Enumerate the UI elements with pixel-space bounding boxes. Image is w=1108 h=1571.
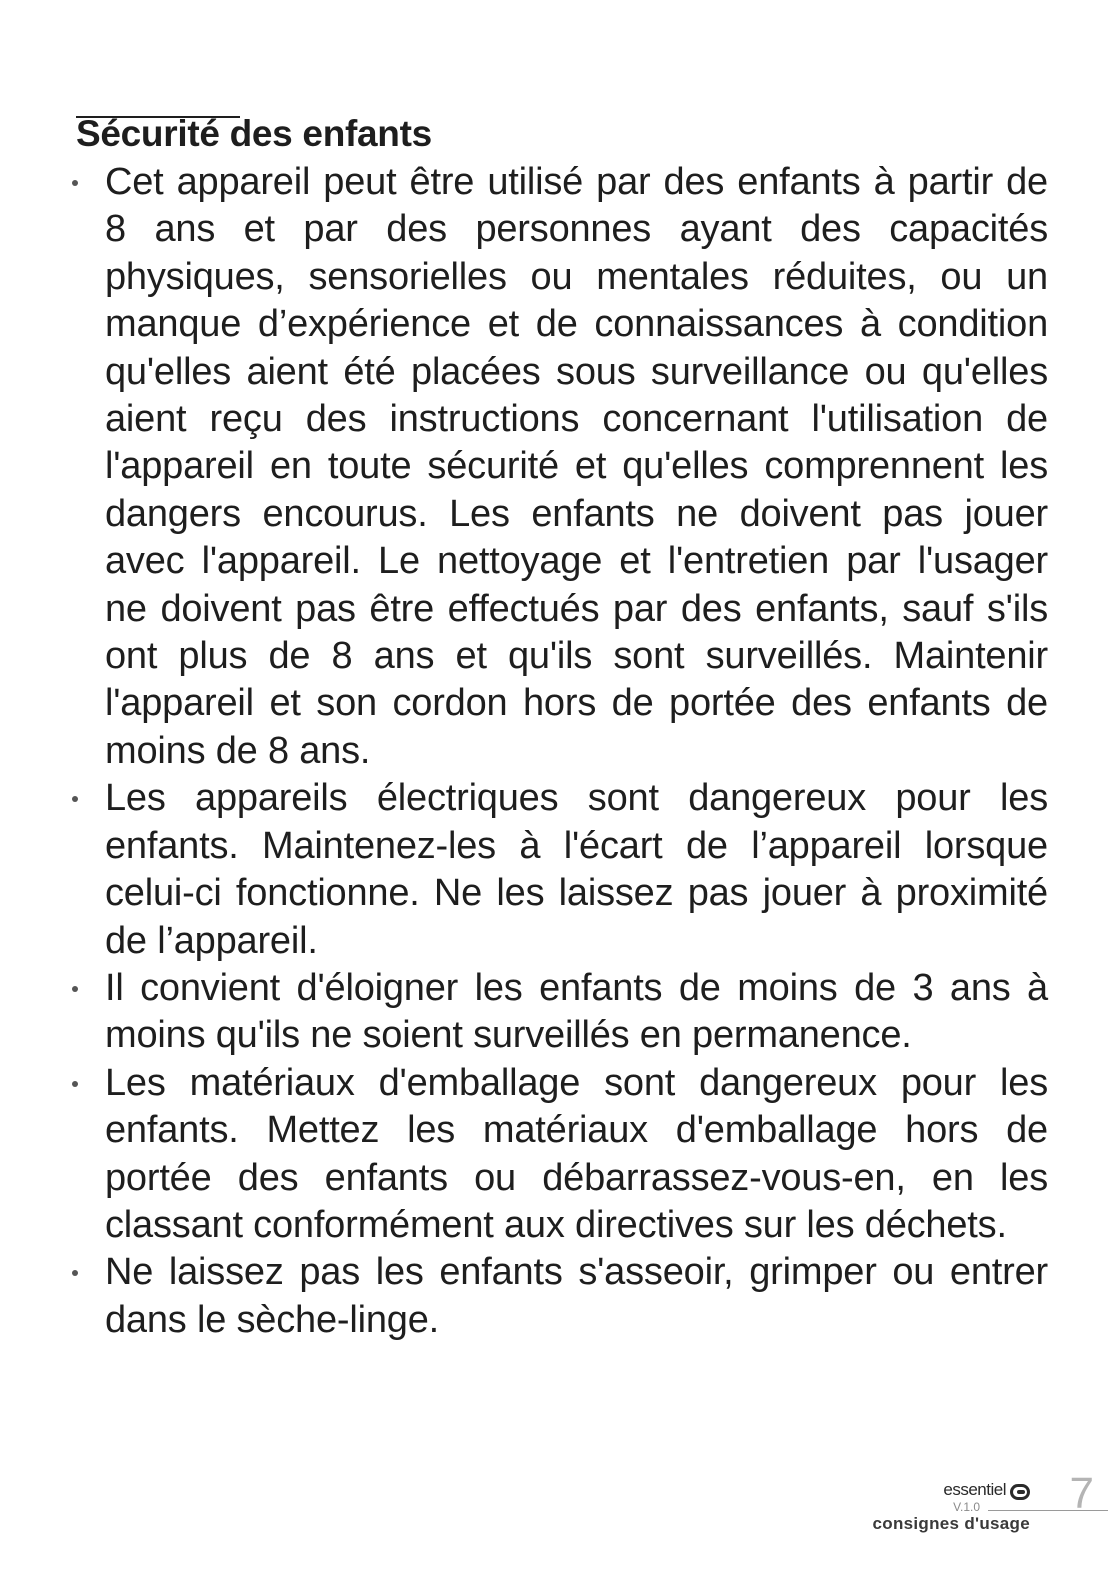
usage-label: consignes d'usage — [872, 1514, 1030, 1533]
bullet-text: Ne laissez pas les enfants s'asseoir, grimper ou entrer dans le sèche-linge. — [105, 1251, 1048, 1341]
safety-bullet-list — [72, 159, 1048, 1344]
bullet-item — [72, 775, 1048, 965]
bullet-text: Il convient d'éloigner les enfants de moins de 3 ans à moins qu'ils ne soient surveillés en permanence. — [105, 966, 1048, 1057]
bullet-item — [72, 965, 1048, 1060]
bullet-text: Les matériaux d'emballage sont dangereux pour les enfants. Mettez les matériaux d'emballage hors de portée des enfants ou débarrassez-vous-en, en les classant conformément aux directives sur les déchets. — [105, 1061, 1048, 1246]
page-footer — [848, 1470, 1108, 1540]
brand-name: essentiel — [943, 1480, 1006, 1499]
bullet-text: Les appareils électriques sont dangereux pour les enfants. Maintenez-les à l'écart de l’appareil lorsque celui-ci fonctionne. Ne les laissez pas jouer à proximité de l’appareil. — [105, 777, 1048, 962]
bullet-dot-icon — [72, 986, 78, 992]
brand-logo-icon — [1010, 1484, 1030, 1500]
page-number: 7 — [1069, 1469, 1094, 1518]
bullet-dot-icon — [72, 1270, 78, 1276]
bullet-dot-icon — [72, 180, 78, 186]
bullet-item — [72, 159, 1048, 775]
bullet-text: Cet appareil peut être utilisé par des enfants à partir de 8 ans et par des personnes ayant des capacités physiques, sensorielles ou mentales réduites, ou un manque d’expérience et de connaissances à condition qu'elles aient été placées sous surveillance ou qu'elles aient reçu des instructions concernant l'utilisation de l'appareil en toute sécurité et qu'elles comprennent les dangers encourus. Les enfants ne doivent pas jouer avec l'appareil. Le nettoyage et l'entretien par l'usager ne doivent pas être effectués par des enfants, sauf s'ils ont plus de 8 ans et qu'ils sont surveillés. Maintenir l'appareil et son cordon hors de portée des enfants de moins de 8 ans. — [105, 161, 1048, 772]
bullet-dot-icon — [72, 1081, 78, 1087]
bullet-item — [72, 1060, 1048, 1250]
version-label: V.1.0 — [953, 1500, 980, 1514]
bullet-dot-icon — [72, 796, 78, 802]
section-title: Sécurité des enfants — [76, 113, 432, 154]
bullet-item — [72, 1249, 1048, 1344]
